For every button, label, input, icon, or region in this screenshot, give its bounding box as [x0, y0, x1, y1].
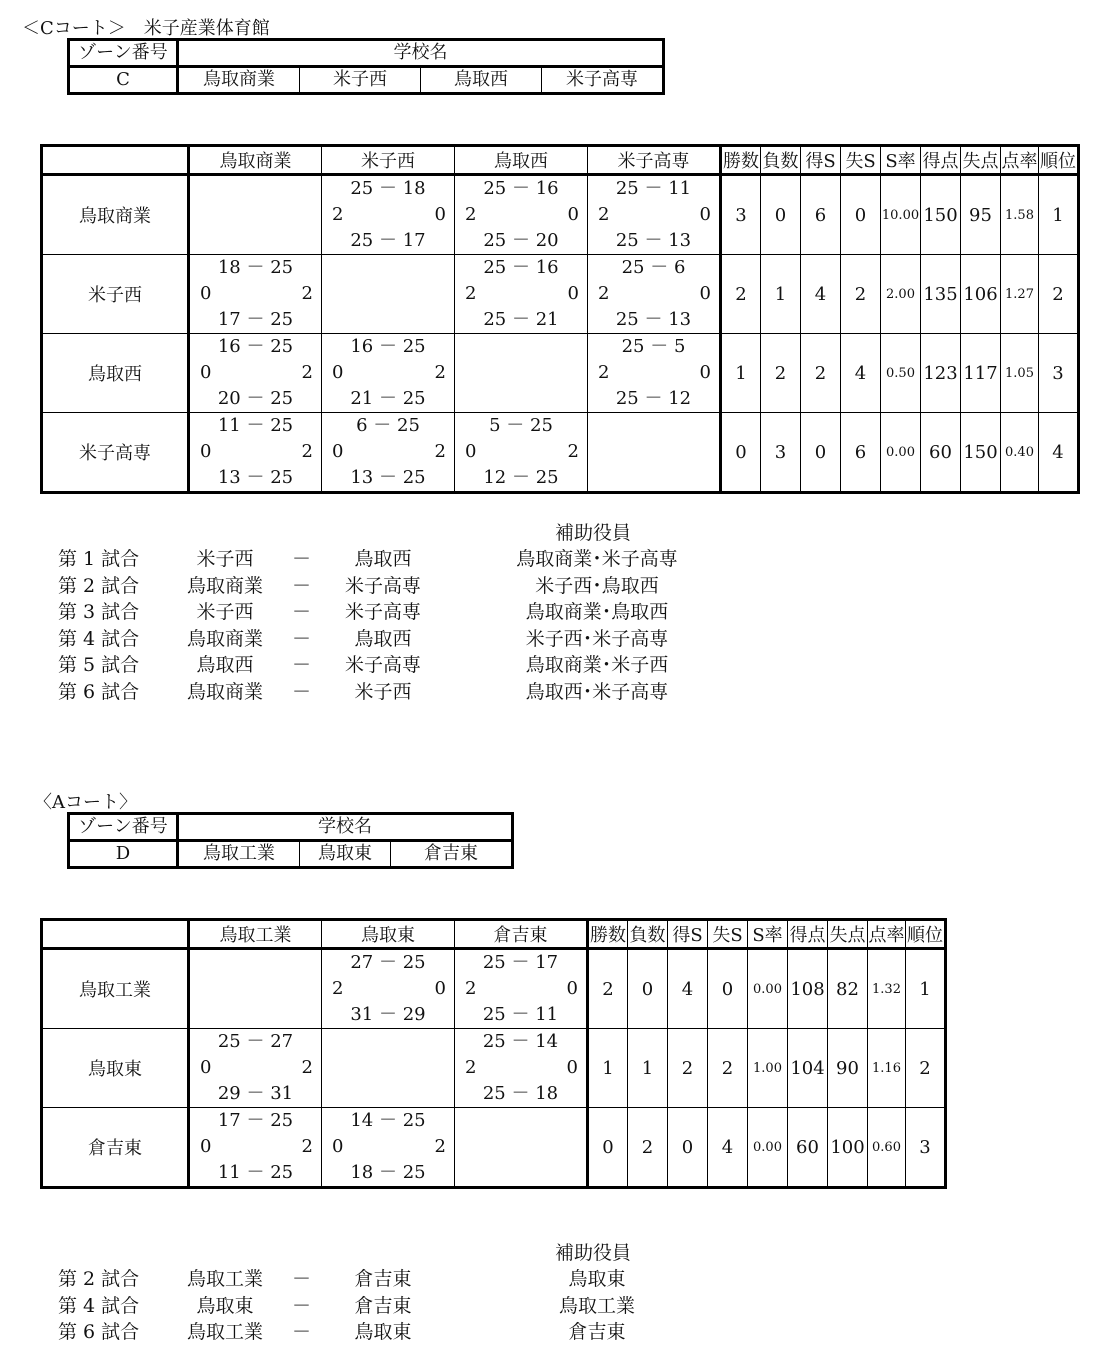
- set-1-score: 17 － 25: [217, 1110, 294, 1131]
- zone-number-header: ゾーン番号: [69, 40, 178, 67]
- match-result-cell: [588, 255, 721, 334]
- set-2-score: 29 － 31: [217, 1083, 294, 1104]
- row-school-name: 米子高専: [42, 413, 189, 493]
- sets-won-away: 0: [434, 204, 446, 225]
- home-team: 米子西: [196, 601, 254, 623]
- result-row: [42, 413, 1079, 493]
- schedule-row: [0, 652, 720, 678]
- zone-number-header: ゾーン番号: [69, 814, 178, 841]
- stat-sets-lost: 4: [708, 1108, 748, 1188]
- row-school-name: 鳥取工業: [42, 949, 189, 1029]
- assistant-officials: 倉吉東: [568, 1321, 626, 1343]
- set-2-score: 25 － 17: [350, 230, 426, 251]
- zone-value: C: [69, 67, 178, 94]
- sets-won-away: 0: [567, 204, 579, 225]
- school-name-header: 学校名: [178, 814, 513, 841]
- stat-header: 点率: [1001, 146, 1039, 175]
- stat-sets-lost: 0: [708, 949, 748, 1029]
- sets-won-home: 2: [465, 283, 477, 304]
- set-1-score: 16 － 25: [217, 336, 294, 357]
- schedule-row: [0, 1293, 720, 1319]
- stat-header: 順位: [906, 920, 946, 949]
- column-header: 米子高専: [588, 146, 721, 175]
- sets-won-home: 2: [332, 204, 344, 225]
- stat-sets-lost: 2: [841, 255, 881, 334]
- sets-won-line: [322, 439, 454, 465]
- sets-won-away: 0: [434, 978, 446, 999]
- stat-set-ratio: 1.00: [748, 1029, 788, 1108]
- stat-header: 点率: [868, 920, 906, 949]
- row-school-name: 鳥取西: [42, 334, 189, 413]
- column-header: 鳥取東: [322, 920, 455, 949]
- stat-losses: 1: [628, 1029, 668, 1108]
- sets-won-away: 0: [566, 978, 578, 999]
- corner-cell: [42, 920, 189, 949]
- home-team: 鳥取工業: [186, 1268, 263, 1290]
- stat-points-against: 100: [828, 1108, 868, 1188]
- versus-dash: －: [292, 574, 312, 597]
- match-number: 第 3 試合: [58, 601, 140, 623]
- assistant-officials: 鳥取商業･鳥取西: [525, 601, 669, 623]
- stat-header: 失S: [708, 920, 748, 949]
- stat-losses: 1: [761, 255, 801, 334]
- stat-point-ratio: 1.27: [1001, 255, 1039, 334]
- versus-dash: －: [292, 1321, 312, 1343]
- schedule-row: [0, 679, 720, 705]
- schedule-row: [0, 599, 720, 625]
- row-school-name: 米子西: [42, 255, 189, 334]
- set-1-score: 25 － 17: [482, 952, 559, 973]
- stat-rank: 2: [1039, 255, 1079, 334]
- stat-point-ratio: 1.16: [868, 1029, 906, 1108]
- stat-wins: 0: [588, 1108, 628, 1188]
- stat-point-ratio: 1.58: [1001, 175, 1039, 255]
- c-zone-table: [67, 38, 665, 95]
- schedule-row: [0, 546, 720, 572]
- corner-cell: [42, 146, 189, 175]
- sets-won-home: 0: [200, 1136, 212, 1157]
- sets-won-line: [190, 1055, 321, 1081]
- versus-dash: －: [292, 1268, 312, 1290]
- set-2-score: 12 － 25: [483, 467, 559, 488]
- sets-won-home: 2: [598, 283, 610, 304]
- sets-won-line: [322, 1134, 454, 1160]
- versus-dash: －: [292, 548, 312, 570]
- away-team: 鳥取東: [354, 1321, 412, 1343]
- match-result-cell: [189, 1108, 322, 1188]
- zone-school: 米子西: [300, 67, 421, 94]
- stat-set-ratio: 0.00: [881, 413, 921, 493]
- match-result-cell: [322, 334, 455, 413]
- sets-won-line: [588, 281, 719, 307]
- assistant-officials: 鳥取西･米子高専: [525, 680, 669, 703]
- sets-won-home: 0: [200, 362, 212, 383]
- versus-dash: －: [292, 680, 312, 703]
- self-match-cell: [189, 175, 322, 255]
- set-2-score: 25 － 20: [483, 230, 559, 251]
- set-1-score: 25 － 27: [217, 1031, 294, 1052]
- sets-won-away: 0: [567, 283, 579, 304]
- stat-sets-lost: 4: [841, 334, 881, 413]
- stat-points-against: 82: [828, 949, 868, 1029]
- sets-won-line: [455, 281, 587, 307]
- zone-value: D: [69, 841, 178, 868]
- stat-rank: 3: [906, 1108, 946, 1188]
- sets-won-away: 2: [434, 1136, 446, 1157]
- result-row: [42, 1029, 946, 1108]
- sets-won-line: [322, 202, 454, 228]
- stat-losses: 2: [628, 1108, 668, 1188]
- away-team: 米子西: [354, 680, 412, 703]
- stat-header: 負数: [628, 920, 668, 949]
- set-1-score: 25 － 18: [350, 178, 426, 199]
- home-team: 鳥取西: [196, 654, 254, 676]
- stat-points-against: 95: [961, 175, 1001, 255]
- versus-dash: －: [292, 627, 312, 650]
- match-number: 第 2 試合: [58, 1268, 140, 1290]
- sets-won-away: 0: [566, 1057, 578, 1078]
- stat-points-against: 117: [961, 334, 1001, 413]
- set-2-score: 25 － 13: [615, 309, 692, 330]
- sets-won-away: 0: [699, 362, 711, 383]
- sets-won-home: 0: [332, 1136, 344, 1157]
- set-2-score: 11 － 25: [217, 1162, 294, 1183]
- sets-won-home: 0: [332, 441, 344, 462]
- schedule-row: [0, 1266, 720, 1292]
- stat-header: 得点: [921, 146, 961, 175]
- zone-school: 倉吉東: [391, 841, 513, 868]
- result-row: [42, 1108, 946, 1188]
- stat-sets-lost: 0: [841, 175, 881, 255]
- row-school-name: 鳥取商業: [42, 175, 189, 255]
- stat-set-ratio: 0.50: [881, 334, 921, 413]
- sets-won-home: 0: [200, 283, 212, 304]
- match-number: 第 2 試合: [58, 574, 140, 597]
- stat-wins: 0: [721, 413, 761, 493]
- sets-won-away: 2: [301, 441, 313, 462]
- stat-points-against: 106: [961, 255, 1001, 334]
- a-zone-table: [67, 812, 514, 869]
- stat-wins: 1: [721, 334, 761, 413]
- schedule-row: [0, 573, 720, 599]
- stat-sets-won: 4: [668, 949, 708, 1029]
- sets-won-away: 2: [434, 441, 446, 462]
- set-1-score: 5 － 25: [489, 415, 553, 436]
- stat-set-ratio: 0.00: [748, 1108, 788, 1188]
- match-result-cell: [322, 413, 455, 493]
- match-number: 第 4 試合: [58, 627, 140, 650]
- assistant-officials: 鳥取東: [568, 1268, 626, 1290]
- stat-points-against: 150: [961, 413, 1001, 493]
- home-team: 鳥取工業: [186, 1321, 263, 1343]
- set-1-score: 18 － 25: [217, 257, 294, 278]
- versus-dash: －: [292, 1294, 312, 1317]
- zone-school: 鳥取商業: [178, 67, 300, 94]
- match-number: 第 1 試合: [58, 548, 140, 570]
- versus-dash: －: [292, 654, 312, 676]
- match-result-cell: [588, 334, 721, 413]
- stat-set-ratio: 2.00: [881, 255, 921, 334]
- c-results-body: [42, 175, 1079, 493]
- set-1-score: 25 － 16: [483, 257, 559, 278]
- assistant-officials: 鳥取商業･米子西: [525, 654, 669, 676]
- set-2-score: 21 － 25: [350, 388, 426, 409]
- sets-won-line: [322, 360, 454, 386]
- match-number: 第 6 試合: [58, 1321, 140, 1343]
- c-results-table: [40, 144, 1080, 494]
- stat-header: S率: [748, 920, 788, 949]
- match-result-cell: [455, 413, 588, 493]
- set-2-score: 20 － 25: [217, 388, 294, 409]
- sets-won-away: 2: [301, 362, 313, 383]
- stat-rank: 3: [1039, 334, 1079, 413]
- stat-points-for: 150: [921, 175, 961, 255]
- sets-won-home: 2: [598, 362, 610, 383]
- stat-rank: 1: [906, 949, 946, 1029]
- stat-sets-won: 0: [801, 413, 841, 493]
- sets-won-away: 2: [301, 1057, 313, 1078]
- away-team: 鳥取西: [354, 627, 412, 650]
- self-match-cell: [455, 334, 588, 413]
- zone-school: 鳥取工業: [178, 841, 300, 868]
- match-result-cell: [455, 255, 588, 334]
- sets-won-away: 2: [567, 441, 579, 462]
- match-result-cell: [455, 1029, 588, 1108]
- a-court-title: 〈Aコート〉: [34, 792, 137, 813]
- stat-points-for: 60: [921, 413, 961, 493]
- set-1-score: 25 － 14: [482, 1031, 559, 1052]
- match-result-cell: [189, 1029, 322, 1108]
- set-1-score: 6 － 25: [356, 415, 420, 436]
- match-result-cell: [455, 949, 588, 1029]
- away-team: 米子高専: [344, 601, 421, 623]
- set-1-score: 16 － 25: [350, 336, 426, 357]
- assistant-officials: 鳥取商業･米子高専: [516, 548, 678, 570]
- stat-sets-lost: 2: [708, 1029, 748, 1108]
- sets-won-home: 2: [465, 204, 477, 225]
- home-team: 鳥取商業: [186, 627, 263, 650]
- stat-points-for: 108: [788, 949, 828, 1029]
- set-1-score: 25 － 5: [621, 336, 686, 357]
- stat-wins: 2: [721, 255, 761, 334]
- away-team: 米子高専: [344, 574, 421, 597]
- match-result-cell: [189, 334, 322, 413]
- sets-won-line: [455, 976, 586, 1002]
- stat-header: 得S: [668, 920, 708, 949]
- set-1-score: 25 － 11: [615, 178, 692, 199]
- set-2-score: 25 － 12: [615, 388, 692, 409]
- set-1-score: 25 － 16: [483, 178, 559, 199]
- sets-won-away: 2: [434, 362, 446, 383]
- stat-sets-won: 2: [801, 334, 841, 413]
- set-2-score: 18 － 25: [350, 1162, 426, 1183]
- sets-won-line: [455, 1055, 586, 1081]
- stat-wins: 1: [588, 1029, 628, 1108]
- stat-header: S率: [881, 146, 921, 175]
- result-row: [42, 949, 946, 1029]
- column-header: 米子西: [322, 146, 455, 175]
- stat-rank: 1: [1039, 175, 1079, 255]
- sets-won-line: [588, 202, 719, 228]
- column-header: 倉吉東: [455, 920, 588, 949]
- result-row: [42, 175, 1079, 255]
- match-result-cell: [189, 255, 322, 334]
- home-team: 鳥取東: [196, 1294, 254, 1317]
- match-number: 第 6 試合: [58, 680, 140, 703]
- schedule-row: [0, 626, 720, 652]
- zone-school: 鳥取西: [421, 67, 542, 94]
- sets-won-line: [455, 439, 587, 465]
- sets-won-away: 0: [699, 283, 711, 304]
- match-result-cell: [189, 413, 322, 493]
- zone-school: 米子高専: [542, 67, 664, 94]
- result-row: [42, 334, 1079, 413]
- set-1-score: 27 － 25: [350, 952, 426, 973]
- stat-set-ratio: 10.00: [881, 175, 921, 255]
- stat-header: 失S: [841, 146, 881, 175]
- stat-point-ratio: 0.40: [1001, 413, 1039, 493]
- stat-point-ratio: 1.32: [868, 949, 906, 1029]
- sets-won-line: [455, 202, 587, 228]
- match-result-cell: [322, 949, 455, 1029]
- sets-won-line: [190, 360, 321, 386]
- self-match-cell: [322, 255, 455, 334]
- stat-points-for: 104: [788, 1029, 828, 1108]
- set-1-score: 14 － 25: [350, 1110, 426, 1131]
- match-result-cell: [588, 175, 721, 255]
- c-court-title: ＜Cコート＞ 米子産業体育館: [22, 18, 270, 39]
- sets-won-home: 0: [332, 362, 344, 383]
- set-1-score: 25 － 6: [621, 257, 686, 278]
- stat-sets-won: 4: [801, 255, 841, 334]
- stat-header: 失点: [828, 920, 868, 949]
- sets-won-home: 0: [200, 1057, 212, 1078]
- set-2-score: 25 － 11: [482, 1004, 559, 1025]
- home-team: 鳥取商業: [186, 680, 263, 703]
- match-result-cell: [322, 175, 455, 255]
- match-result-cell: [322, 1108, 455, 1188]
- a-results-body: [42, 949, 946, 1188]
- stat-points-for: 60: [788, 1108, 828, 1188]
- stat-losses: 0: [628, 949, 668, 1029]
- stat-set-ratio: 0.00: [748, 949, 788, 1029]
- set-1-score: 11 － 25: [217, 415, 294, 436]
- stat-points-against: 90: [828, 1029, 868, 1108]
- set-2-score: 25 － 21: [483, 309, 559, 330]
- stat-point-ratio: 1.05: [1001, 334, 1039, 413]
- home-team: 鳥取商業: [186, 574, 263, 597]
- stat-header: 勝数: [721, 146, 761, 175]
- sets-won-away: 0: [699, 204, 711, 225]
- stat-rank: 4: [1039, 413, 1079, 493]
- schedule-officials-header: 補助役員: [555, 522, 632, 544]
- sets-won-away: 2: [301, 1136, 313, 1157]
- row-school-name: 倉吉東: [42, 1108, 189, 1188]
- a-results-table: [40, 918, 947, 1189]
- column-header: 鳥取西: [455, 146, 588, 175]
- stat-losses: 2: [761, 334, 801, 413]
- sets-won-line: [588, 360, 719, 386]
- schedule-row: [0, 1319, 720, 1345]
- self-match-cell: [588, 413, 721, 493]
- stat-sets-won: 2: [668, 1029, 708, 1108]
- sets-won-home: 2: [465, 978, 477, 999]
- stat-rank: 2: [906, 1029, 946, 1108]
- match-result-cell: [455, 175, 588, 255]
- set-2-score: 25 － 18: [482, 1083, 559, 1104]
- home-team: 米子西: [196, 548, 254, 570]
- assistant-officials: 米子西･米子高専: [525, 627, 669, 650]
- stat-losses: 3: [761, 413, 801, 493]
- stat-header: 失点: [961, 146, 1001, 175]
- column-header: 鳥取工業: [189, 920, 322, 949]
- column-header: 鳥取商業: [189, 146, 322, 175]
- result-row: [42, 255, 1079, 334]
- set-2-score: 25 － 13: [615, 230, 692, 251]
- set-2-score: 17 － 25: [217, 309, 294, 330]
- self-match-cell: [189, 949, 322, 1029]
- school-name-header: 学校名: [178, 40, 664, 67]
- away-team: 倉吉東: [354, 1268, 412, 1290]
- sets-won-line: [190, 1134, 321, 1160]
- self-match-cell: [322, 1029, 455, 1108]
- versus-dash: －: [292, 601, 312, 623]
- sets-won-line: [190, 281, 321, 307]
- stat-point-ratio: 0.60: [868, 1108, 906, 1188]
- stat-wins: 2: [588, 949, 628, 1029]
- stat-points-for: 135: [921, 255, 961, 334]
- away-team: 倉吉東: [354, 1294, 412, 1317]
- stat-sets-lost: 6: [841, 413, 881, 493]
- stat-header: 得S: [801, 146, 841, 175]
- set-2-score: 13 － 25: [217, 467, 294, 488]
- sets-won-home: 0: [465, 441, 477, 462]
- away-team: 鳥取西: [354, 548, 412, 570]
- schedule-officials-header: 補助役員: [555, 1242, 632, 1264]
- stat-header: 順位: [1039, 146, 1079, 175]
- match-number: 第 4 試合: [58, 1294, 140, 1317]
- zone-school: 鳥取東: [300, 841, 391, 868]
- stat-header: 勝数: [588, 920, 628, 949]
- sets-won-line: [322, 976, 454, 1002]
- sets-won-home: 2: [598, 204, 610, 225]
- sets-won-home: 0: [200, 441, 212, 462]
- stat-sets-won: 6: [801, 175, 841, 255]
- stat-header: 負数: [761, 146, 801, 175]
- assistant-officials: 鳥取工業: [558, 1294, 635, 1317]
- sets-won-away: 2: [301, 283, 313, 304]
- sets-won-home: 2: [332, 978, 344, 999]
- set-2-score: 13 － 25: [350, 467, 426, 488]
- row-school-name: 鳥取東: [42, 1029, 189, 1108]
- self-match-cell: [455, 1108, 588, 1188]
- assistant-officials: 米子西･鳥取西: [535, 574, 659, 597]
- set-2-score: 31 － 29: [350, 1004, 426, 1025]
- sets-won-home: 2: [465, 1057, 477, 1078]
- stat-wins: 3: [721, 175, 761, 255]
- stat-losses: 0: [761, 175, 801, 255]
- match-number: 第 5 試合: [58, 654, 140, 676]
- stat-header: 得点: [788, 920, 828, 949]
- stat-points-for: 123: [921, 334, 961, 413]
- sets-won-line: [190, 439, 321, 465]
- away-team: 米子高専: [344, 654, 421, 676]
- stat-sets-won: 0: [668, 1108, 708, 1188]
